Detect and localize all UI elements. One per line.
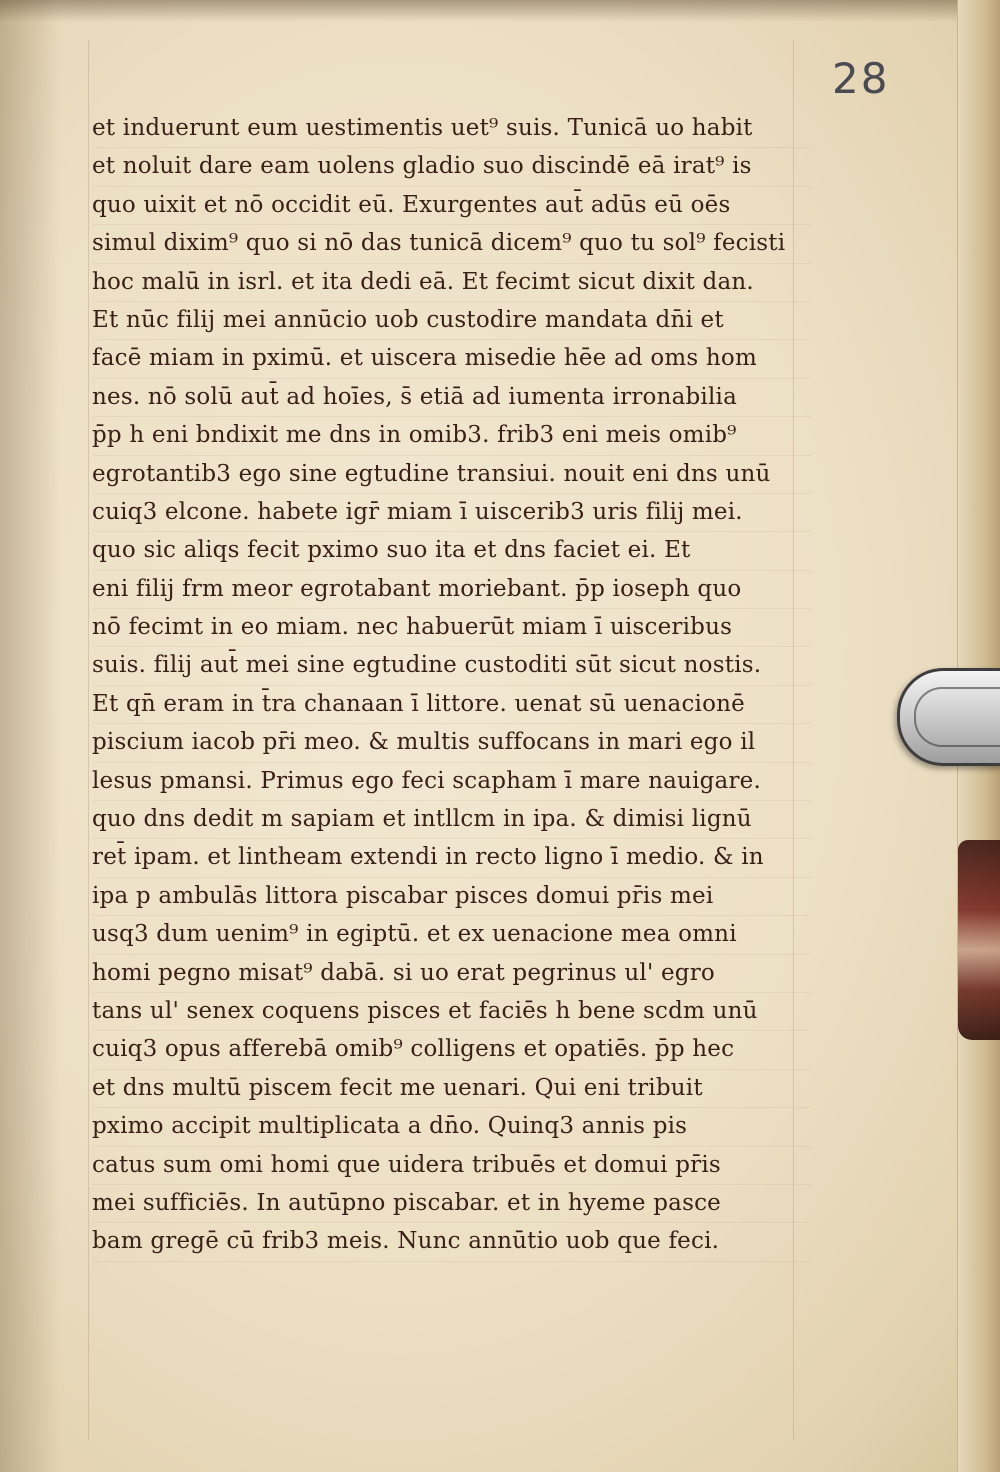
top-edge-shadow <box>0 0 1000 22</box>
text-line: tans ul' senex coquens pisces et faciēs h bene scdm unū <box>92 993 812 1031</box>
left-ruling-line <box>88 40 89 1440</box>
text-line: lesus pmansi. Primus ego feci scapham ī mare nauigare. <box>92 763 812 801</box>
text-line: bam gregē cū frib3 meis. Nunc annūtio uob que feci. <box>92 1223 812 1261</box>
text-line: et induerunt eum uestimentis uet⁹ suis. Tunicā uo habit <box>92 110 812 148</box>
text-line: nō fecimt in eo miam. nec habuerūt miam ī uisceribus <box>92 609 812 647</box>
text-line: catus sum omi homi que uidera tribuēs et domui pr̄is <box>92 1147 812 1185</box>
text-line: Et nūc filij mei annūcio uob custodire mandata dn̄i et <box>92 302 812 340</box>
page-clip-inner <box>914 687 1000 747</box>
text-line: ret̄ ipam. et lintheam extendi in recto ligno ī medio. & in <box>92 839 812 877</box>
text-line: pximo accipit multiplicata a dn̄o. Quinq3 annis pis <box>92 1108 812 1146</box>
text-line: quo uixit et nō occidit eū. Exurgentes aut̄ adūs eū oēs <box>92 187 812 225</box>
text-line: Et qn̄ eram in t̄ra chanaan ī littore. uenat sū uenacionē <box>92 686 812 724</box>
text-line: piscium iacob pr̄i meo. & multis suffocans in mari ego il <box>92 724 812 762</box>
binding-shadow <box>0 0 60 1472</box>
text-line: cuiq3 elcone. habete igr̄ miam ī uiscerib3 uris filij mei. <box>92 494 812 532</box>
text-line: egrotantib3 ego sine egtudine transiui. nouit eni dns unū <box>92 456 812 494</box>
text-line: cuiq3 opus afferebā omib⁹ colligens et opatiēs. p̄p hec <box>92 1031 812 1069</box>
text-line: homi pegno misat⁹ dabā. si uo erat pegrinus ul' egro <box>92 955 812 993</box>
bookmark-ribbon <box>958 840 1000 1040</box>
text-line: hoc malū in isrl. et ita dedi eā. Et fecimt sicut dixit dan. <box>92 264 812 302</box>
text-line: eni filij frm meor egrotabant moriebant. p̄p ioseph quo <box>92 571 812 609</box>
text-line: ipa p ambulās littora piscabar pisces domui pr̄is mei <box>92 878 812 916</box>
text-line: p̄p h eni bndixit me dns in omib3. frib3 eni meis omib⁹ <box>92 417 812 455</box>
folio-number: 28 <box>832 54 890 103</box>
text-line: nes. nō solū aut̄ ad hoīes, s̄ etiā ad iumenta irronabilia <box>92 379 812 417</box>
page-clip <box>897 668 1000 766</box>
text-line: facē miam in pximū. et uiscera misedie hēe ad oms hom <box>92 340 812 378</box>
text-line: quo dns dedit m sapiam et intllcm in ipa. & dimisi lignū <box>92 801 812 839</box>
text-line: simul dixim⁹ quo si nō das tunicā dicem⁹ quo tu sol⁹ fecisti <box>92 225 812 263</box>
text-line: et noluit dare eam uolens gladio suo discindē eā irat⁹ is <box>92 148 812 186</box>
text-line: et dns multū piscem fecit me uenari. Qui eni tribuit <box>92 1070 812 1108</box>
text-line: mei sufficiēs. In autūpno piscabar. et in hyeme pasce <box>92 1185 812 1223</box>
text-line: usq3 dum uenim⁹ in egiptū. et ex uenacione mea omni <box>92 916 812 954</box>
text-line: suis. filij aut̄ mei sine egtudine custoditi sūt sicut nostis. <box>92 647 812 685</box>
text-column <box>92 110 812 1262</box>
text-line: quo sic aliqs fecit pximo suo ita et dns faciet ei. Et <box>92 532 812 570</box>
